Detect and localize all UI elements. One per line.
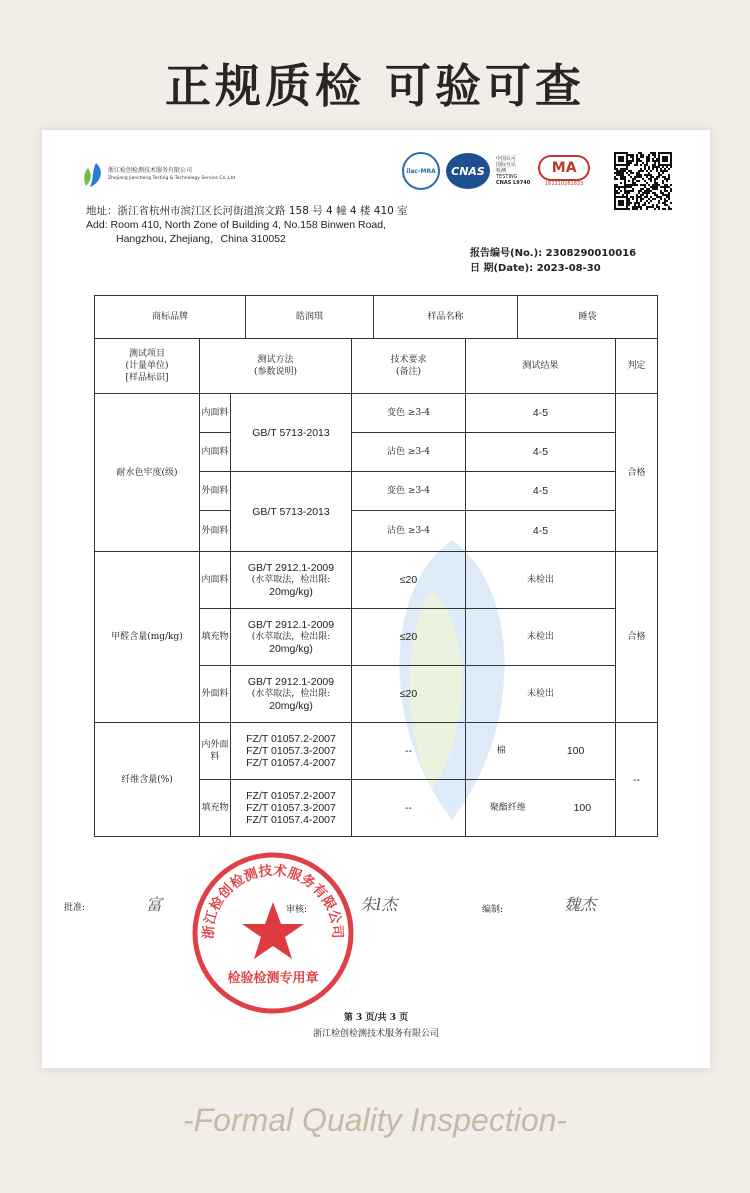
sample-value: 睡袋 bbox=[517, 295, 658, 339]
qr-code-icon[interactable] bbox=[614, 152, 672, 210]
cma-number: 161110261833 bbox=[545, 181, 584, 187]
g1-material-1: 内面料 bbox=[199, 393, 231, 433]
g1-result-2: 4-5 bbox=[465, 432, 616, 472]
footer-company: 浙江检创检测技术服务有限公司 bbox=[312, 1029, 439, 1039]
cnas-badge: CNAS bbox=[446, 153, 490, 189]
brand-label: 商标品牌 bbox=[94, 295, 246, 339]
header-requirement: 技术要求 (备注) bbox=[351, 338, 466, 394]
test-report-sheet bbox=[42, 130, 710, 1068]
report-date: 日 期(Date): 2023-08-30 bbox=[470, 263, 601, 274]
g1-material-4: 外面料 bbox=[199, 510, 231, 552]
g3-method-2: FZ/T 01057.2-2007 FZ/T 01057.3-2007 FZ/T 01057.4-2007 bbox=[230, 779, 352, 837]
review-label: 审核: bbox=[286, 905, 308, 915]
page-headline: 正规质检 可验可查 bbox=[164, 59, 585, 113]
g3-req-2: -- bbox=[351, 779, 466, 837]
address-block bbox=[86, 204, 408, 246]
header-verdict: 判定 bbox=[615, 338, 658, 394]
g2-material-2: 填充物 bbox=[199, 608, 231, 666]
report-number: 报告编号(No.): 2308290010016 bbox=[470, 248, 637, 259]
test-results-table bbox=[94, 295, 658, 837]
cma-mark: MA bbox=[538, 155, 590, 181]
approve-label: 批准: bbox=[64, 903, 86, 913]
brand-value: 皓润琪 bbox=[245, 295, 374, 339]
g2-material-3: 外面料 bbox=[199, 665, 231, 723]
certification-marks bbox=[402, 152, 592, 190]
g2-verdict: 合格 bbox=[615, 551, 658, 723]
seal-top-text: 浙江检创检测技术服务有限公司 bbox=[200, 862, 346, 940]
edit-signature: 魏杰 bbox=[564, 895, 597, 914]
report-info bbox=[470, 246, 636, 276]
ilac-mra-badge: ilac-MRA bbox=[402, 152, 440, 190]
official-seal bbox=[190, 850, 356, 1016]
address-en-line2: Hangzhou, Zhejiang，China 310052 bbox=[116, 233, 286, 245]
g1-method-a: GB/T 5713-2013 bbox=[230, 393, 352, 472]
g3-material-1: 内外面料 bbox=[199, 722, 231, 780]
header-result: 测试结果 bbox=[465, 338, 616, 394]
address-en-line1: Add: Room 410, North Zone of Building 4, No.158 Binwen Road, bbox=[86, 219, 387, 231]
g2-result-1: 未检出 bbox=[465, 551, 616, 609]
group-formaldehyde: 甲醛含量(mg/kg) bbox=[94, 551, 200, 723]
g2-req-2: ≤20 bbox=[351, 608, 466, 666]
seal-star-icon bbox=[242, 902, 304, 959]
g2-req-3: ≤20 bbox=[351, 665, 466, 723]
g2-method-1: GB/T 2912.1-2009 (水萃取法，检出限: 20mg/kg) bbox=[230, 551, 352, 609]
page-indicator: 第 3 页/共 3 页 bbox=[343, 1013, 409, 1023]
group-fiber-content: 纤维含量(%) bbox=[94, 722, 200, 837]
header-item: 测试项目 (计量单位) [样品标识] bbox=[94, 338, 200, 394]
g1-result-3: 4-5 bbox=[465, 471, 616, 511]
company-logo bbox=[82, 162, 235, 188]
g2-method-2: GB/T 2912.1-2009 (水萃取法，检出限: 20mg/kg) bbox=[230, 608, 352, 666]
leaf-logo-icon bbox=[82, 162, 104, 188]
g1-req-4: 沾色 ≥3-4 bbox=[351, 510, 466, 552]
cnas-info: 中国认可 国际互认 检测 TESTING CNAS L9740 bbox=[496, 156, 531, 186]
g2-method-3: GB/T 2912.1-2009 (水萃取法，检出限: 20mg/kg) bbox=[230, 665, 352, 723]
g3-method-1: FZ/T 01057.2-2007 FZ/T 01057.3-2007 FZ/T 01057.4-2007 bbox=[230, 722, 352, 780]
sample-label: 样品名称 bbox=[373, 295, 518, 339]
g1-result-4: 4-5 bbox=[465, 510, 616, 552]
g1-result-1: 4-5 bbox=[465, 393, 616, 433]
header-method: 测试方法 (参数说明) bbox=[199, 338, 352, 394]
g1-req-3: 变色 ≥3-4 bbox=[351, 471, 466, 511]
g3-verdict: -- bbox=[615, 722, 658, 837]
g2-result-3: 未检出 bbox=[465, 665, 616, 723]
g1-verdict: 合格 bbox=[615, 393, 658, 552]
approve-signature: 富 bbox=[146, 895, 163, 914]
g1-method-b: GB/T 5713-2013 bbox=[230, 471, 352, 552]
g1-req-1: 变色 ≥3-4 bbox=[351, 393, 466, 433]
g1-req-2: 沾色 ≥3-4 bbox=[351, 432, 466, 472]
g2-result-2: 未检出 bbox=[465, 608, 616, 666]
page-tagline: -Formal Quality Inspection- bbox=[182, 1102, 568, 1138]
seal-bottom-text: 检验检测专用章 bbox=[227, 971, 319, 986]
company-name-en: Zhejiang Jiancheng Testing & Technology Service Co.,Ltd bbox=[108, 176, 236, 181]
g2-req-1: ≤20 bbox=[351, 551, 466, 609]
group-colorfastness: 耐水色牢度(级) bbox=[94, 393, 200, 552]
g1-material-3: 外面料 bbox=[199, 471, 231, 511]
g1-material-2: 内面料 bbox=[199, 432, 231, 472]
edit-label: 编制: bbox=[482, 905, 504, 915]
cma-badge bbox=[536, 155, 592, 187]
g2-material-1: 内面料 bbox=[199, 551, 231, 609]
address-cn: 地址：浙江省杭州市滨江区长河街道滨文路 158 号 4 幢 4 楼 410 室 bbox=[86, 205, 408, 217]
g3-material-2: 填充物 bbox=[199, 779, 231, 837]
g3-result-2: 聚酯纤维 100 bbox=[465, 779, 616, 837]
g3-req-1: -- bbox=[351, 722, 466, 780]
review-signature: 朱l杰 bbox=[360, 895, 398, 914]
company-name-small: 浙江检创检测技术服务有限公司 bbox=[108, 167, 193, 174]
g3-result-1: 棉 100 bbox=[465, 722, 616, 780]
